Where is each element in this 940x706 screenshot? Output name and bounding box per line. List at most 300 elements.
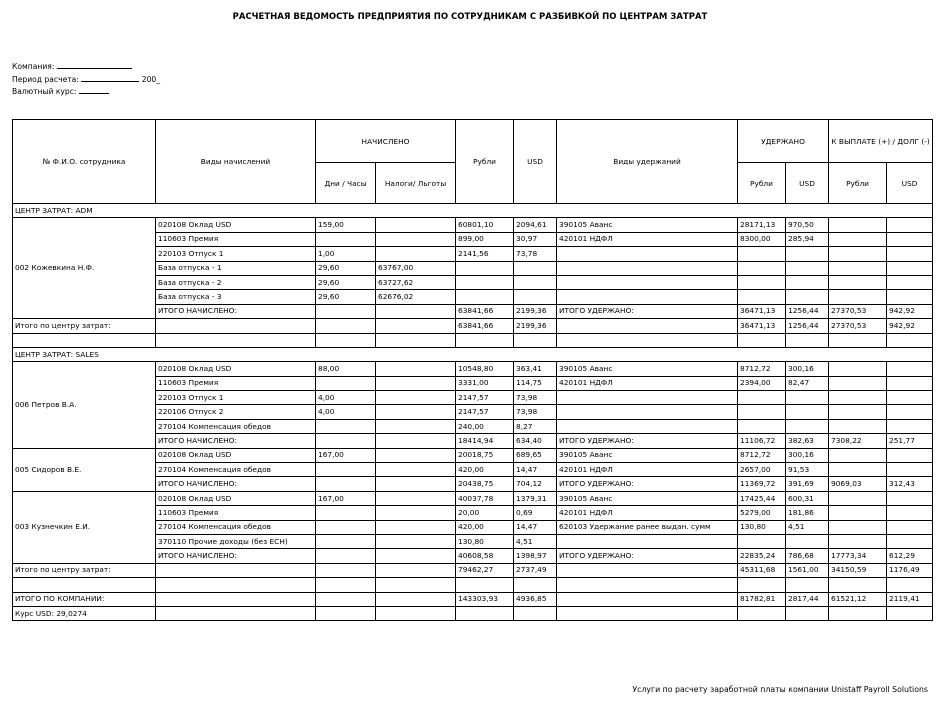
- payroll-body: [13, 204, 933, 621]
- empty-cell: [156, 592, 316, 606]
- deduction-type-cell: ИТОГО УДЕРЖАНО:: [557, 434, 738, 448]
- accrued-usd-cell: 634,40: [514, 434, 557, 448]
- period-label: Период расчета:: [12, 74, 79, 84]
- days-hours-cell: [316, 506, 376, 520]
- accrual-type-cell: 270104 Компенсация обедов: [156, 520, 316, 534]
- withheld-rub-cell: 8712,72: [738, 362, 786, 376]
- withheld-usd-cell: 181,86: [786, 506, 829, 520]
- empty-cell: [514, 578, 557, 592]
- empty-cell: [156, 333, 316, 347]
- accrual-type-cell: 020108 Оклад USD: [156, 218, 316, 232]
- withheld-usd-cell: [786, 275, 829, 289]
- accrued-usd-cell: 704,12: [514, 477, 557, 491]
- blank-row: [13, 578, 933, 592]
- withheld-rub-cell: 11369,72: [738, 477, 786, 491]
- payout-usd-cell: [887, 362, 933, 376]
- report-meta: [12, 60, 160, 98]
- withheld-rub-cell: 36471,13: [738, 304, 786, 318]
- taxes-benefits-cell: 62676,02: [376, 290, 456, 304]
- withheld-rub-cell: 17425,44: [738, 491, 786, 505]
- deduction-type-cell: 420101 НДФЛ: [557, 463, 738, 477]
- company-line: [12, 60, 160, 73]
- accrued-rub-cell: 63841,66: [456, 304, 514, 318]
- period-blank: [81, 73, 139, 82]
- payout-rub-cell: 61521,12: [829, 592, 887, 606]
- payout-usd-cell: [887, 275, 933, 289]
- empty-cell: [316, 606, 376, 620]
- payout-usd-cell: [887, 419, 933, 433]
- exchange-rate-label: Курс USD: 29,0274: [13, 606, 156, 620]
- empty-cell: [13, 333, 156, 347]
- accrued-usd-cell: 363,41: [514, 362, 557, 376]
- deduction-type-cell: [557, 534, 738, 548]
- taxes-benefits-cell: [376, 477, 456, 491]
- accrued-usd-cell: 4,51: [514, 534, 557, 548]
- deduction-type-cell: 390105 Аванс: [557, 491, 738, 505]
- header-accrued: НАЧИСЛЕНО: [316, 120, 456, 163]
- taxes-benefits-cell: [376, 376, 456, 390]
- payout-rub-cell: 27370,53: [829, 319, 887, 333]
- table-row: [13, 362, 933, 376]
- days-hours-cell: 88,00: [316, 362, 376, 376]
- empty-cell: [514, 333, 557, 347]
- days-hours-cell: 29,60: [316, 261, 376, 275]
- withheld-usd-cell: [786, 419, 829, 433]
- deduction-type-cell: 390105 Аванс: [557, 448, 738, 462]
- withheld-rub-cell: [738, 405, 786, 419]
- payout-rub-cell: [829, 362, 887, 376]
- days-hours-cell: 29,60: [316, 275, 376, 289]
- deduction-type-cell: 420101 НДФЛ: [557, 376, 738, 390]
- total-row: [13, 563, 933, 577]
- header-days-hours: Дни / Часы: [316, 163, 376, 204]
- days-hours-cell: 1,00: [316, 247, 376, 261]
- empty-cell: [456, 333, 514, 347]
- days-hours-cell: [316, 304, 376, 318]
- cost-center-row: [13, 204, 933, 218]
- empty-cell: [557, 319, 738, 333]
- accrued-rub-cell: 240,00: [456, 419, 514, 433]
- empty-cell: [456, 606, 514, 620]
- deduction-type-cell: ИТОГО УДЕРЖАНО:: [557, 304, 738, 318]
- payout-rub-cell: [829, 261, 887, 275]
- payout-rub-cell: [829, 448, 887, 462]
- accrued-usd-cell: 2094,61: [514, 218, 557, 232]
- header-taxes-benefits: Налоги/ Льготы: [376, 163, 456, 204]
- withheld-usd-cell: [786, 261, 829, 275]
- header-withheld-rub: Рубли: [738, 163, 786, 204]
- deduction-type-cell: [557, 247, 738, 261]
- payout-rub-cell: [829, 419, 887, 433]
- accrued-rub-cell: 420,00: [456, 520, 514, 534]
- accrued-usd-cell: 8,27: [514, 419, 557, 433]
- empty-cell: [887, 578, 933, 592]
- accrued-rub-cell: 10548,80: [456, 362, 514, 376]
- payout-usd-cell: [887, 391, 933, 405]
- accrual-type-cell: 110603 Премия: [156, 506, 316, 520]
- withheld-usd-cell: 300,16: [786, 362, 829, 376]
- header-deduction-types: Виды удержаний: [557, 120, 738, 204]
- empty-cell: [786, 578, 829, 592]
- accrued-usd-cell: 2199,36: [514, 319, 557, 333]
- taxes-benefits-cell: [376, 247, 456, 261]
- payout-usd-cell: [887, 405, 933, 419]
- empty-cell: [316, 592, 376, 606]
- withheld-rub-cell: [738, 275, 786, 289]
- accrual-type-cell: ИТОГО НАЧИСЛЕНО:: [156, 304, 316, 318]
- withheld-rub-cell: 8300,00: [738, 232, 786, 246]
- withheld-usd-cell: [786, 405, 829, 419]
- withheld-rub-cell: [738, 247, 786, 261]
- withheld-rub-cell: [738, 534, 786, 548]
- empty-cell: [887, 606, 933, 620]
- table-row: [13, 491, 933, 505]
- accrued-rub-cell: 143303,93: [456, 592, 514, 606]
- payout-usd-cell: [887, 463, 933, 477]
- accrual-type-cell: 220103 Отпуск 1: [156, 247, 316, 261]
- withheld-usd-cell: [786, 534, 829, 548]
- taxes-benefits-cell: 63767,00: [376, 261, 456, 275]
- deduction-type-cell: [557, 261, 738, 275]
- accrual-type-cell: 220106 Отпуск 2: [156, 405, 316, 419]
- empty-cell: [316, 563, 376, 577]
- accrual-type-cell: База отпуска - 3: [156, 290, 316, 304]
- accrued-rub-cell: 40037,78: [456, 491, 514, 505]
- days-hours-cell: [316, 520, 376, 534]
- days-hours-cell: [316, 232, 376, 246]
- total-row: [13, 319, 933, 333]
- taxes-benefits-cell: [376, 534, 456, 548]
- withheld-rub-cell: 36471,13: [738, 319, 786, 333]
- accrued-rub-cell: 2147,57: [456, 405, 514, 419]
- accrual-type-cell: 020108 Оклад USD: [156, 362, 316, 376]
- withheld-usd-cell: [786, 247, 829, 261]
- days-hours-cell: [316, 463, 376, 477]
- payout-rub-cell: [829, 247, 887, 261]
- withheld-rub-cell: 5279,00: [738, 506, 786, 520]
- taxes-benefits-cell: [376, 419, 456, 433]
- currency-line: [12, 85, 160, 98]
- taxes-benefits-cell: [376, 218, 456, 232]
- accrued-rub-cell: 130,80: [456, 534, 514, 548]
- empty-cell: [376, 606, 456, 620]
- payout-usd-cell: [887, 448, 933, 462]
- accrued-usd-cell: 689,65: [514, 448, 557, 462]
- payout-rub-cell: [829, 506, 887, 520]
- employee-name: 006 Петров В.А.: [13, 362, 156, 448]
- exchange-rate-row: [13, 606, 933, 620]
- payout-usd-cell: [887, 247, 933, 261]
- accrual-type-cell: База отпуска - 2: [156, 275, 316, 289]
- withheld-usd-cell: 4,51: [786, 520, 829, 534]
- cost-center-label: ЦЕНТР ЗАТРАТ: ADM: [13, 204, 933, 218]
- payout-usd-cell: [887, 218, 933, 232]
- payout-usd-cell: 612,29: [887, 549, 933, 563]
- accrual-type-cell: ИТОГО НАЧИСЛЕНО:: [156, 434, 316, 448]
- deduction-type-cell: 390105 Аванс: [557, 218, 738, 232]
- accrued-rub-cell: 18414,94: [456, 434, 514, 448]
- accrual-type-cell: 110603 Премия: [156, 232, 316, 246]
- withheld-usd-cell: 285,94: [786, 232, 829, 246]
- payout-usd-cell: [887, 534, 933, 548]
- accrued-usd-cell: 0,69: [514, 506, 557, 520]
- empty-cell: [887, 333, 933, 347]
- deduction-type-cell: [557, 405, 738, 419]
- accrued-rub-cell: 60801,10: [456, 218, 514, 232]
- payout-usd-cell: [887, 506, 933, 520]
- deduction-type-cell: 420101 НДФЛ: [557, 506, 738, 520]
- accrued-usd-cell: 4936,85: [514, 592, 557, 606]
- accrued-rub-cell: 20,00: [456, 506, 514, 520]
- accrued-rub-cell: 3331,00: [456, 376, 514, 390]
- withheld-usd-cell: 300,16: [786, 448, 829, 462]
- accrued-usd-cell: [514, 290, 557, 304]
- accrued-usd-cell: 14,47: [514, 463, 557, 477]
- taxes-benefits-cell: [376, 491, 456, 505]
- days-hours-cell: [316, 376, 376, 390]
- empty-cell: [514, 606, 557, 620]
- payout-rub-cell: [829, 534, 887, 548]
- payout-usd-cell: 942,92: [887, 319, 933, 333]
- deduction-type-cell: 420101 НДФЛ: [557, 232, 738, 246]
- accrual-type-cell: ИТОГО НАЧИСЛЕНО:: [156, 549, 316, 563]
- accrual-type-cell: 270104 Компенсация обедов: [156, 419, 316, 433]
- empty-cell: [738, 606, 786, 620]
- empty-cell: [829, 606, 887, 620]
- deduction-type-cell: 390105 Аванс: [557, 362, 738, 376]
- accrued-rub-cell: 2141,56: [456, 247, 514, 261]
- accrued-rub-cell: 420,00: [456, 463, 514, 477]
- payout-usd-cell: [887, 491, 933, 505]
- days-hours-cell: [316, 549, 376, 563]
- accrued-usd-cell: 73,98: [514, 391, 557, 405]
- days-hours-cell: 29,60: [316, 290, 376, 304]
- deduction-type-cell: [557, 275, 738, 289]
- accrual-type-cell: 370110 Прочие доходы (без ЕСН): [156, 534, 316, 548]
- header-rub: Рубли: [456, 120, 514, 204]
- taxes-benefits-cell: [376, 549, 456, 563]
- cost-center-label: ЦЕНТР ЗАТРАТ: SALES: [13, 347, 933, 361]
- empty-cell: [557, 606, 738, 620]
- payout-rub-cell: 7308,22: [829, 434, 887, 448]
- withheld-usd-cell: 1561,00: [786, 563, 829, 577]
- empty-cell: [156, 563, 316, 577]
- table-row: [13, 448, 933, 462]
- empty-cell: [376, 563, 456, 577]
- accrued-usd-cell: [514, 261, 557, 275]
- accrued-rub-cell: 20018,75: [456, 448, 514, 462]
- taxes-benefits-cell: [376, 434, 456, 448]
- withheld-rub-cell: 11106,72: [738, 434, 786, 448]
- blank-row: [13, 333, 933, 347]
- withheld-rub-cell: [738, 290, 786, 304]
- payout-usd-cell: [887, 232, 933, 246]
- accrued-usd-cell: 14,47: [514, 520, 557, 534]
- empty-cell: [316, 319, 376, 333]
- accrued-rub-cell: 899,00: [456, 232, 514, 246]
- payout-rub-cell: 9069,03: [829, 477, 887, 491]
- header-withheld-usd: USD: [786, 163, 829, 204]
- withheld-rub-cell: 2657,00: [738, 463, 786, 477]
- accrued-rub-cell: 40608,58: [456, 549, 514, 563]
- taxes-benefits-cell: [376, 405, 456, 419]
- payout-rub-cell: 17773,34: [829, 549, 887, 563]
- header-payout-rub: Рубли: [829, 163, 887, 204]
- accrued-usd-cell: 73,78: [514, 247, 557, 261]
- accrual-type-cell: 020108 Оклад USD: [156, 491, 316, 505]
- days-hours-cell: 4,00: [316, 391, 376, 405]
- withheld-usd-cell: 970,50: [786, 218, 829, 232]
- payout-rub-cell: [829, 376, 887, 390]
- table-row: [13, 218, 933, 232]
- withheld-rub-cell: 45311,68: [738, 563, 786, 577]
- taxes-benefits-cell: [376, 448, 456, 462]
- payroll-table: [12, 119, 933, 621]
- currency-label: Валютный курс:: [12, 87, 77, 96]
- payout-usd-cell: 2119,41: [887, 592, 933, 606]
- accrued-usd-cell: 114,75: [514, 376, 557, 390]
- withheld-usd-cell: 391,69: [786, 477, 829, 491]
- accrued-rub-cell: [456, 275, 514, 289]
- empty-cell: [376, 333, 456, 347]
- payout-rub-cell: [829, 391, 887, 405]
- deduction-type-cell: [557, 290, 738, 304]
- payout-rub-cell: [829, 218, 887, 232]
- taxes-benefits-cell: 63727,62: [376, 275, 456, 289]
- payout-usd-cell: [887, 520, 933, 534]
- employee-name: 005 Сидоров В.Е.: [13, 448, 156, 491]
- accrued-rub-cell: 63841,66: [456, 319, 514, 333]
- payout-rub-cell: [829, 405, 887, 419]
- payout-usd-cell: [887, 261, 933, 275]
- empty-cell: [829, 333, 887, 347]
- withheld-rub-cell: 2394,00: [738, 376, 786, 390]
- empty-cell: [829, 578, 887, 592]
- withheld-rub-cell: 130,80: [738, 520, 786, 534]
- withheld-usd-cell: 600,31: [786, 491, 829, 505]
- accrual-type-cell: 020108 Оклад USD: [156, 448, 316, 462]
- payout-rub-cell: [829, 463, 887, 477]
- payout-usd-cell: 312,43: [887, 477, 933, 491]
- taxes-benefits-cell: [376, 463, 456, 477]
- empty-cell: [738, 333, 786, 347]
- deduction-type-cell: [557, 391, 738, 405]
- withheld-usd-cell: 91,53: [786, 463, 829, 477]
- empty-cell: [456, 578, 514, 592]
- withheld-rub-cell: 28171,13: [738, 218, 786, 232]
- withheld-usd-cell: 1256,44: [786, 319, 829, 333]
- header-num-name: № Ф.И.О. сотрудника: [13, 120, 156, 204]
- total-label: Итого по центру затрат:: [13, 563, 156, 577]
- accrued-usd-cell: 2737,49: [514, 563, 557, 577]
- accrued-usd-cell: 1398,97: [514, 549, 557, 563]
- withheld-rub-cell: 81782,81: [738, 592, 786, 606]
- empty-cell: [738, 578, 786, 592]
- accrued-usd-cell: 2199,36: [514, 304, 557, 318]
- total-label: Итого по центру затрат:: [13, 319, 156, 333]
- days-hours-cell: 167,00: [316, 448, 376, 462]
- company-blank: [57, 60, 132, 69]
- employee-name: 002 Кожевкина Н.Ф.: [13, 218, 156, 319]
- payout-usd-cell: 942,92: [887, 304, 933, 318]
- payout-usd-cell: [887, 376, 933, 390]
- empty-cell: [376, 592, 456, 606]
- withheld-usd-cell: 382,63: [786, 434, 829, 448]
- withheld-usd-cell: 1256,44: [786, 304, 829, 318]
- total-row: [13, 592, 933, 606]
- taxes-benefits-cell: [376, 362, 456, 376]
- empty-cell: [557, 578, 738, 592]
- days-hours-cell: [316, 419, 376, 433]
- period-line: [12, 73, 160, 86]
- employee-name: 003 Кузнечкин Е.И.: [13, 491, 156, 563]
- empty-cell: [376, 578, 456, 592]
- payout-usd-cell: 1176,49: [887, 563, 933, 577]
- payout-usd-cell: 251,77: [887, 434, 933, 448]
- empty-cell: [557, 333, 738, 347]
- taxes-benefits-cell: [376, 506, 456, 520]
- accrued-rub-cell: 79462,27: [456, 563, 514, 577]
- footer-credit: Услуги по расчету заработной платы компании Unistaff Payroll Solutions: [632, 685, 928, 694]
- days-hours-cell: 159,00: [316, 218, 376, 232]
- accrued-rub-cell: [456, 261, 514, 275]
- header-payout: К ВЫПЛАТЕ (+) / ДОЛГ (-): [829, 120, 933, 163]
- withheld-usd-cell: [786, 391, 829, 405]
- deduction-type-cell: 620103 Удержание ранее выдан. сумм: [557, 520, 738, 534]
- withheld-rub-cell: [738, 261, 786, 275]
- header-withheld: УДЕРЖАНО: [738, 120, 829, 163]
- days-hours-cell: 4,00: [316, 405, 376, 419]
- header-payout-usd: USD: [887, 163, 933, 204]
- taxes-benefits-cell: [376, 304, 456, 318]
- empty-cell: [786, 606, 829, 620]
- company-label: Компания:: [12, 62, 55, 71]
- empty-cell: [156, 606, 316, 620]
- accrued-rub-cell: 2147,57: [456, 391, 514, 405]
- deduction-type-cell: ИТОГО УДЕРЖАНО:: [557, 477, 738, 491]
- accrued-rub-cell: 20438,75: [456, 477, 514, 491]
- payout-rub-cell: 27370,53: [829, 304, 887, 318]
- days-hours-cell: [316, 434, 376, 448]
- accrual-type-cell: База отпуска - 1: [156, 261, 316, 275]
- currency-blank: [79, 85, 109, 94]
- withheld-usd-cell: 786,68: [786, 549, 829, 563]
- accrual-type-cell: ИТОГО НАЧИСЛЕНО:: [156, 477, 316, 491]
- empty-cell: [316, 578, 376, 592]
- empty-cell: [376, 319, 456, 333]
- withheld-rub-cell: [738, 391, 786, 405]
- days-hours-cell: 167,00: [316, 491, 376, 505]
- accrual-type-cell: 110603 Премия: [156, 376, 316, 390]
- withheld-usd-cell: [786, 290, 829, 304]
- withheld-rub-cell: [738, 419, 786, 433]
- taxes-benefits-cell: [376, 391, 456, 405]
- payout-rub-cell: 34150,59: [829, 563, 887, 577]
- payout-rub-cell: [829, 275, 887, 289]
- accrued-usd-cell: 73,98: [514, 405, 557, 419]
- empty-cell: [156, 578, 316, 592]
- payout-rub-cell: [829, 520, 887, 534]
- payout-rub-cell: [829, 491, 887, 505]
- empty-cell: [156, 319, 316, 333]
- deduction-type-cell: ИТОГО УДЕРЖАНО:: [557, 549, 738, 563]
- header-usd: USD: [514, 120, 557, 204]
- header-accrual-types: Виды начислений: [156, 120, 316, 204]
- accrued-usd-cell: [514, 275, 557, 289]
- withheld-usd-cell: 82,47: [786, 376, 829, 390]
- empty-cell: [316, 333, 376, 347]
- empty-cell: [557, 563, 738, 577]
